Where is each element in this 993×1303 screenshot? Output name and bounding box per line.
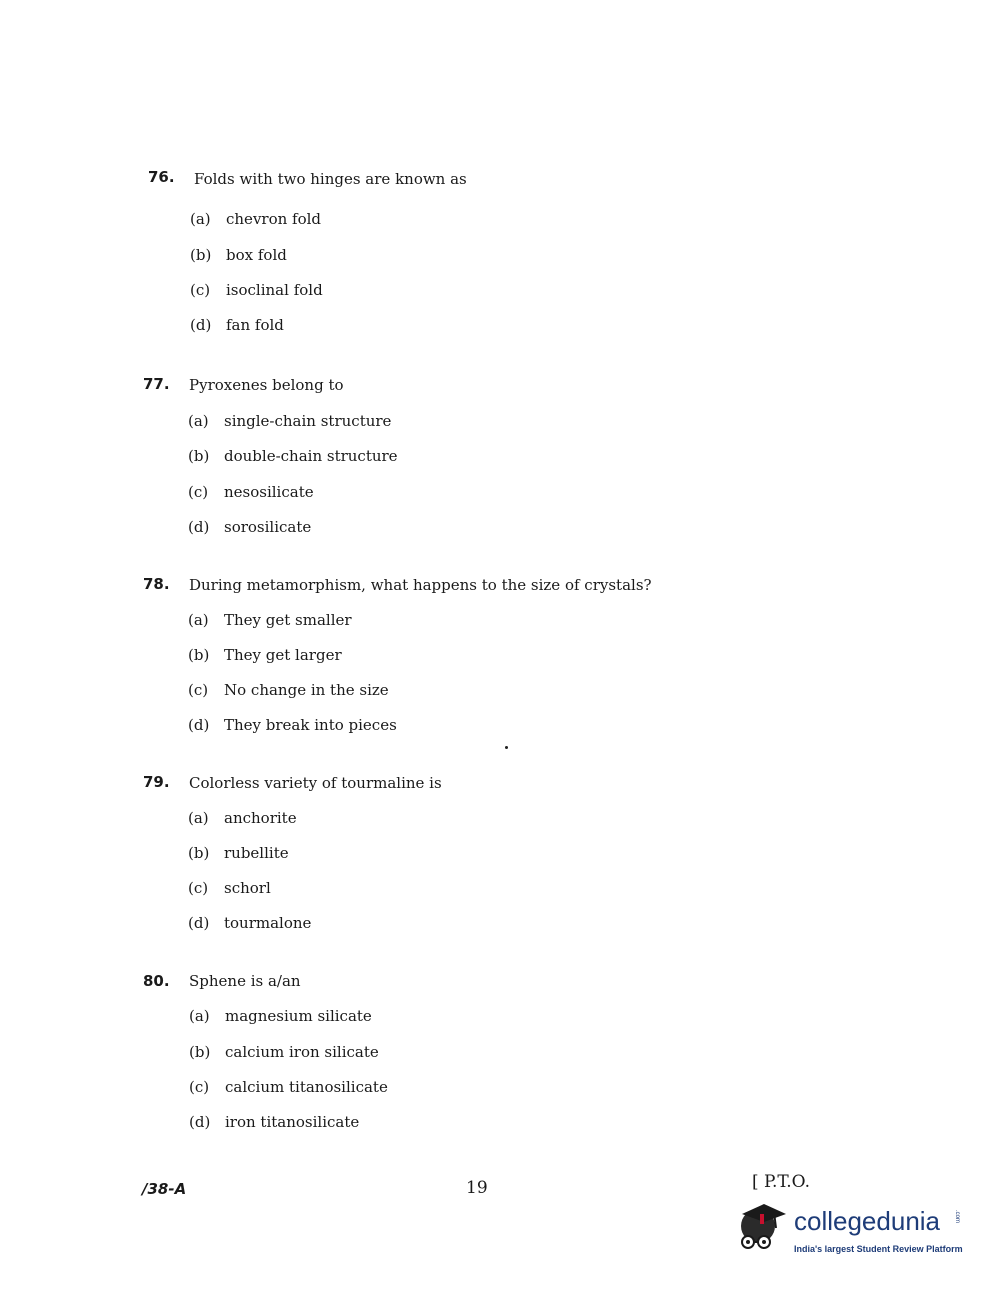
option-a: (a) They get smaller [188, 611, 352, 629]
option-d: (d) sorosilicate [188, 518, 312, 536]
question-text: During metamorphism, what happens to the size of crystals? [189, 576, 652, 594]
option-b: (b) double-chain structure [188, 447, 398, 465]
question-text: Colorless variety of tourmaline is [189, 774, 442, 792]
option-a: (a) chevron fold [190, 210, 322, 228]
option-b: (b) They get larger [188, 646, 342, 664]
option-a: (a) anchorite [188, 809, 297, 827]
page-number: 19 [466, 1178, 488, 1198]
option-a: (a) magnesium silicate [189, 1007, 372, 1025]
question-text: Folds with two hinges are known as [194, 170, 467, 188]
question-number: 80. [143, 972, 170, 990]
option-c: (c) isoclinal fold [190, 281, 323, 299]
booklet-code: /38-A [142, 1180, 187, 1198]
question-text: Pyroxenes belong to [189, 376, 344, 394]
question-text: Sphene is a/an [189, 972, 301, 990]
option-c: (c) calcium titanosilicate [189, 1078, 388, 1096]
option-b: (b) rubellite [188, 844, 289, 862]
option-c: (c) schorl [188, 879, 271, 897]
logo-suffix: .com [954, 1210, 960, 1224]
logo-wordmark: collegedunia [794, 1206, 941, 1236]
option-d: (d) They break into pieces [188, 716, 397, 734]
option-c: (c) nesosilicate [188, 483, 314, 501]
question-number: 76. [148, 168, 175, 186]
option-b: (b) calcium iron silicate [189, 1043, 379, 1061]
option-d: (d) iron titanosilicate [189, 1113, 360, 1131]
option-b: (b) box fold [190, 246, 287, 264]
collegedunia-logo [734, 1200, 964, 1270]
mascot-icon [734, 1200, 790, 1262]
logo-tagline: India's largest Student Review Platform [794, 1244, 963, 1254]
pto-marker: [ P.T.O. [752, 1172, 811, 1192]
question-number: 79. [143, 773, 170, 791]
option-c: (c) No change in the size [188, 681, 389, 699]
question-number: 77. [143, 375, 170, 393]
option-d: (d) fan fold [190, 316, 284, 334]
option-a: (a) single-chain structure [188, 412, 392, 430]
scan-speck [505, 746, 508, 749]
option-d: (d) tourmalone [188, 914, 312, 932]
question-number: 78. [143, 575, 170, 593]
